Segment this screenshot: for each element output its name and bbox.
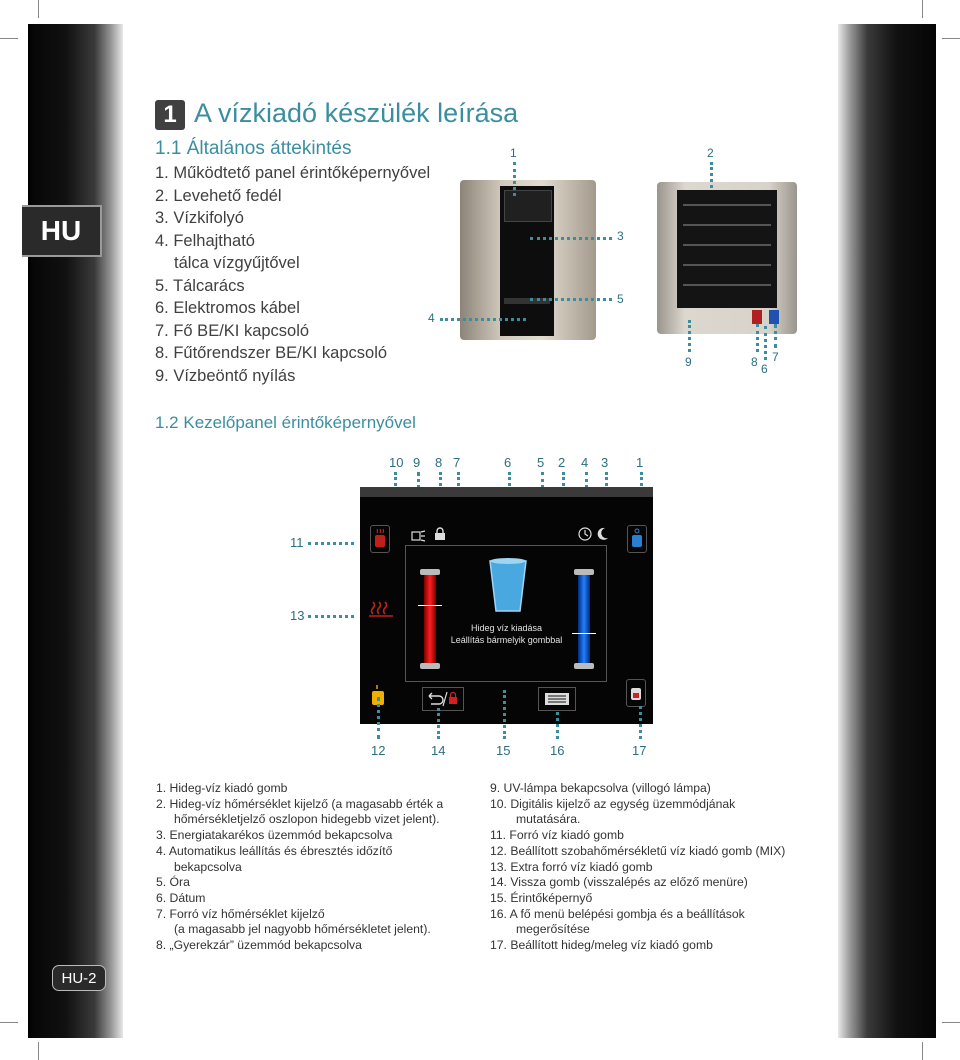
callout-panel-5: 5: [537, 455, 545, 470]
left-decorative-band: [28, 24, 123, 1038]
legend-item: 15. Érintőképernyő: [490, 890, 593, 905]
leader-line: [513, 162, 516, 196]
parts-list-item: 4. Felhajtható: [155, 231, 255, 250]
parts-list-item: 1. Működtető panel érintőképernyővel: [155, 164, 431, 182]
callout-panel-6: 6: [504, 455, 512, 470]
callout-back-8: 8: [751, 355, 758, 369]
callout-panel-9: 9: [413, 455, 421, 470]
timer-icon: [578, 527, 592, 546]
cold-temperature-bar: [574, 569, 594, 669]
legend-item: 3. Energiatakarékos üzemmód bekapcsolva: [156, 828, 393, 843]
legend-item: 7. Forró víz hőmérséklet kijelző: [156, 906, 325, 921]
crop-mark: [942, 38, 960, 39]
front-control-panel: [500, 186, 554, 336]
leader-line: [756, 324, 759, 352]
legend-item: hőmérsékletjelző oszlopon hidegebb vizet jelent).: [174, 812, 440, 827]
callout-back-6: 6: [761, 362, 768, 376]
leader-line: [377, 697, 380, 739]
parts-list-item: 5. Tálcarács: [155, 276, 245, 295]
crop-mark: [942, 1022, 960, 1023]
dispenser-back-image: [657, 182, 797, 334]
callout-panel-13: 13: [290, 608, 305, 623]
callout-panel-3: 3: [601, 455, 609, 470]
legend-item: megerősítése: [516, 922, 590, 937]
display-bezel: [360, 487, 653, 497]
legend-item: 2. Hideg-víz hőmérséklet kijelző (a magasabb érték a: [156, 796, 444, 811]
cold-water-icon: [628, 526, 646, 552]
leader-line: [639, 706, 642, 739]
callout-back-9: 9: [685, 355, 692, 369]
parts-list-item: 7. Fő BE/KI kapcsoló: [155, 321, 310, 340]
parts-list-item: 9. Vízbeöntő nyílás: [155, 366, 296, 385]
legend-item: 14. Vissza gomb (visszalépés az előző menüre): [490, 875, 748, 890]
back-lock-icon: [423, 688, 463, 710]
legend-item: 10. Digitális kijelző az egység üzemmódjának: [490, 796, 736, 811]
energy-saving-moon-icon: [597, 527, 609, 546]
callout-panel-15: 15: [496, 743, 511, 758]
leader-line: [774, 324, 777, 348]
leader-line: [764, 326, 767, 360]
legend-item: 11. Forró víz kiadó gomb: [490, 828, 624, 843]
crop-mark: [922, 0, 923, 18]
hot-water-icon: [371, 526, 389, 552]
legend-item: 6. Dátum: [156, 890, 206, 905]
crop-mark: [0, 38, 18, 39]
section-number: 1: [155, 100, 185, 130]
legend-item: 17. Beállított hideg/meleg víz kiadó gomb: [490, 938, 713, 953]
callout-panel-10: 10: [389, 455, 404, 470]
hot-temperature-bar: [420, 569, 440, 669]
condenser-coil: [677, 190, 777, 308]
hot-water-button[interactable]: [370, 525, 390, 553]
child-lock-icon: [434, 527, 446, 546]
language-tab: HU: [22, 205, 102, 257]
page-number-badge: HU-2: [52, 965, 106, 991]
leader-line: [556, 712, 559, 739]
leader-line: [530, 298, 612, 301]
parts-list: [155, 162, 430, 387]
callout-panel-11: 11: [290, 535, 304, 550]
callout-front-4: 4: [428, 311, 435, 325]
parts-list-item: 8. Fűtőrendszer BE/KI kapcsoló: [155, 344, 388, 362]
leader-line: [308, 542, 354, 545]
legend-item: 5. Óra: [156, 875, 190, 890]
callout-panel-7: 7: [453, 455, 461, 470]
leader-line: [688, 320, 691, 352]
control-panel-heading: 1.2 Kezelőpanel érintőképernyővel: [155, 413, 416, 432]
callout-panel-4: 4: [581, 455, 589, 470]
callout-panel-14: 14: [431, 743, 446, 758]
callout-back-7: 7: [772, 350, 779, 364]
legend-item: 8. „Gyerekzár” üzemmód bekapcsolva: [156, 938, 362, 953]
crop-mark: [922, 1042, 923, 1060]
leader-line: [440, 318, 526, 321]
leader-line: [437, 708, 440, 739]
leader-line: [503, 690, 506, 739]
callout-back-2: 2: [707, 146, 714, 160]
menu-button[interactable]: [538, 687, 576, 711]
right-decorative-band: [838, 24, 936, 1038]
legend-item: 16. A fő menü belépési gombja és a beállítások: [490, 906, 745, 921]
leader-line: [308, 615, 354, 618]
callout-front-3: 3: [617, 229, 624, 243]
legend-item: 1. Hideg-víz kiadó gomb: [156, 781, 288, 795]
page-title: A vízkiadó készülék leírása: [194, 98, 519, 128]
set-water-icon: [627, 680, 645, 706]
legend-left-list: [156, 781, 443, 954]
frame-edge: [28, 24, 31, 1038]
legend-item: mutatására.: [516, 812, 581, 827]
callout-panel-8: 8: [435, 455, 443, 470]
cold-water-button[interactable]: [627, 525, 647, 553]
legend-item: 12. Beállított szobahőmérsékletű víz kiadó gomb (MIX): [490, 843, 786, 858]
callout-panel-2: 2: [558, 455, 566, 470]
set-hot-cold-button[interactable]: [626, 679, 646, 707]
menu-list-icon: [539, 688, 575, 710]
parts-list-item: 3. Vízkifolyó: [155, 209, 244, 227]
overview-heading: 1.1 Általános áttekintés: [155, 138, 352, 159]
crop-mark: [38, 0, 39, 18]
leader-line: [530, 237, 612, 240]
callout-panel-17: 17: [632, 743, 647, 758]
back-button[interactable]: [422, 687, 464, 711]
crop-mark: [0, 1022, 18, 1023]
cup-icon: [488, 557, 528, 618]
status-message-line2: Leállítás bármelyik gombbal: [450, 635, 563, 645]
legend-item: 4. Automatikus leállítás és ébresztés időzítő: [156, 843, 393, 858]
touchscreen-display[interactable]: [360, 487, 653, 724]
crop-mark: [38, 1042, 39, 1060]
legend-item: (a magasabb jel nagyobb hőmérsékletet jelent).: [174, 922, 431, 937]
legend-item: bekapcsolva: [174, 859, 242, 874]
legend-item: 9. UV-lámpa bekapcsolva (villogó lámpa): [490, 781, 711, 795]
legend-right-list: [490, 781, 785, 954]
callout-panel-1: 1: [636, 455, 644, 470]
parts-list-item: tálca vízgyűjtővel: [174, 254, 300, 272]
legend-item: 13. Extra forró víz kiadó gomb: [490, 859, 653, 874]
callout-front-5: 5: [617, 292, 624, 306]
leader-line: [710, 162, 713, 188]
dispenser-front-image: [460, 180, 596, 340]
parts-list-item: 6. Elektromos kábel: [155, 299, 300, 317]
extra-hot-water-icon[interactable]: [368, 600, 394, 623]
status-message-line1: Hideg víz kiadása: [470, 623, 543, 633]
parts-list-item: 2. Levehető fedél: [155, 186, 282, 205]
callout-front-1: 1: [510, 146, 517, 160]
callout-panel-12: 12: [371, 743, 386, 758]
callout-panel-16: 16: [550, 743, 565, 758]
